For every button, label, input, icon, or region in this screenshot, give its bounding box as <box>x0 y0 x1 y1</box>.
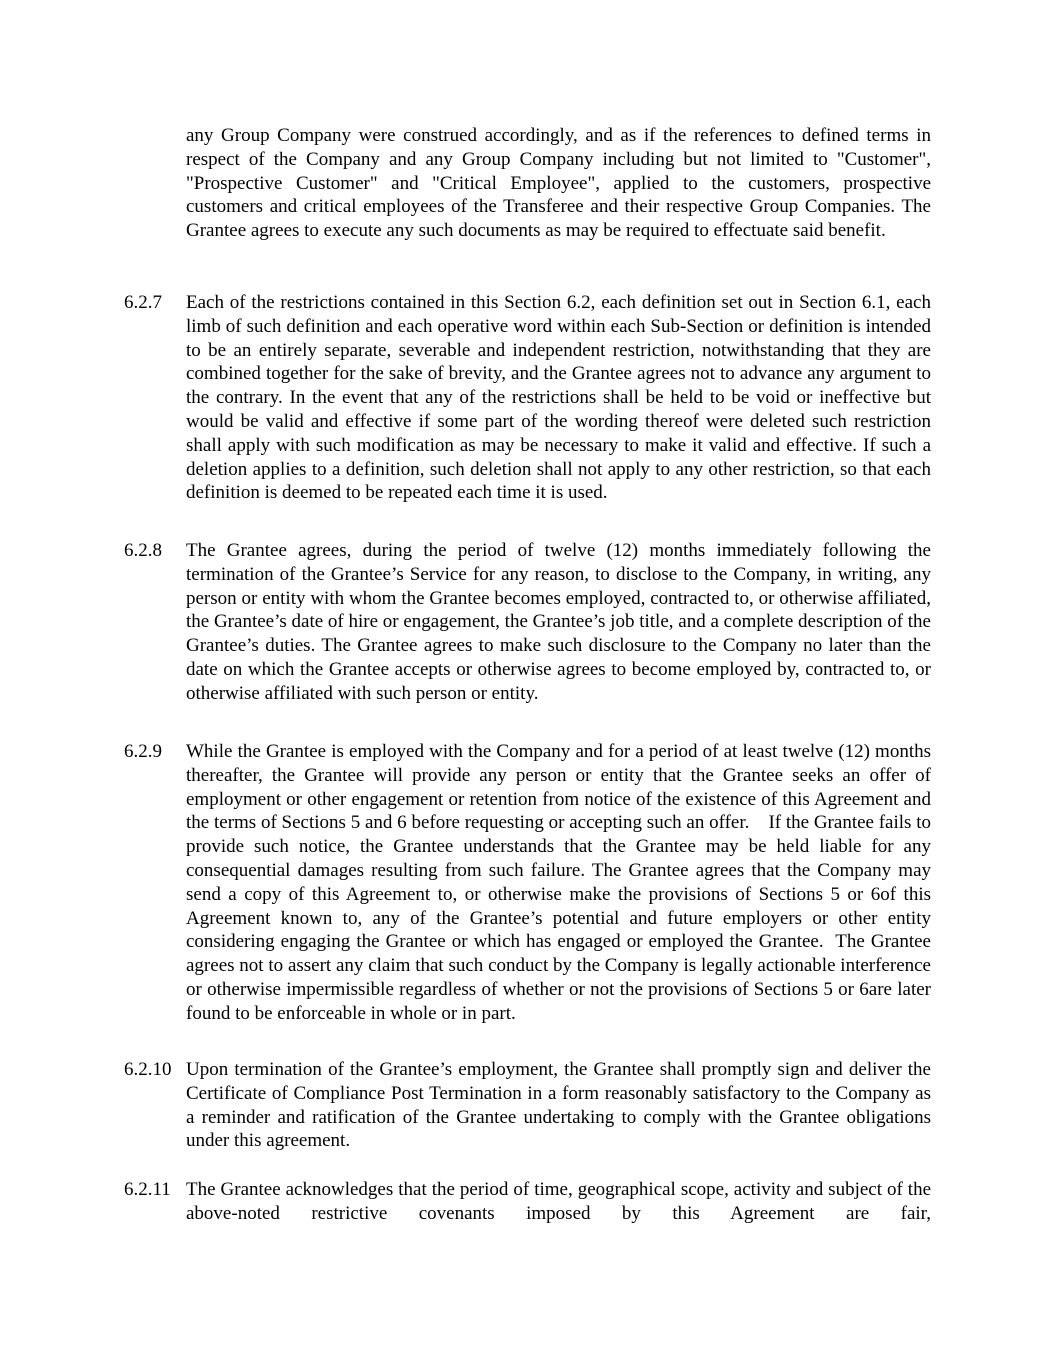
section-text-6-2-9: While the Grantee is employed with the Company and for a period of at least twelve (12) months thereafter, the Grantee will provide any person or entity that the Grantee seeks an offer of employment or other engagement or retention from notice of the existence of this Agreement and the terms of Sections 5 and 6 before requesting or accepting such an offer. If the Grantee fails to provide such notice, the Grantee understands that the Grantee may be held liable for any consequential damages resulting from such failure. The Grantee agrees that the Company may send a copy of this Agreement to, or otherwise make the provisions of Sections 5 or 6of this Agreement known to, any of the Grantee’s potential and future employers or other entity considering engaging the Grantee or which has engaged or employed the Grantee. The Grantee agrees not to assert any claim that such conduct by the Company is legally actionable interference or otherwise impermissible regardless of whether or not the provisions of Sections 5 or 6are later found to be enforceable in whole or in part. <box>186 741 936 1024</box>
section-number-6-2-10: 6.2.10 <box>124 1059 172 1080</box>
continuation-paragraph: any Group Company were construed accordingly, and as if the references to defined terms in respect of the Company and any Group Company including but not limited to "Customer", "Prospective Customer" and "Critical Employee", applied to the customers, prospective customers and critical employees of the Transferee and their respective Group Companies. The Grantee agrees to execute any such documents as may be required to effectuate said benefit. <box>186 125 936 242</box>
section-number-6-2-8: 6.2.8 <box>124 540 162 561</box>
section-text-6-2-7: Each of the restrictions contained in this Section 6.2, each definition set out in Section 6.1, each limb of such definition and each operative word within each Sub-Section or definition is intended to be an entirely separate, severable and independent restriction, notwithstanding that they are combined together for the sake of brevity, and the Grantee agrees not to advance any argument to the contrary. In the event that any of the restrictions shall be held to be void or ineffective but would be valid and effective if some part of the wording thereof were deleted such restriction shall apply with such modification as may be necessary to make it valid and effective. If such a deletion applies to a definition, such deletion shall not apply to any other restriction, so that each definition is deemed to be repeated each time it is used. <box>186 292 931 504</box>
section-number-6-2-7: 6.2.7 <box>124 292 162 313</box>
section-number-6-2-11: 6.2.11 <box>124 1179 171 1200</box>
section-number-6-2-9: 6.2.9 <box>124 741 162 762</box>
section-text-6-2-11: The Grantee acknowledges that the period of time, geographical scope, activity and subject of the above-noted restrictive covenants imposed by this Agreement are fair, <box>186 1179 931 1224</box>
section-text-6-2-10: Upon termination of the Grantee’s employment, the Grantee shall promptly sign and deliver the Certificate of Compliance Post Termination in a form reasonably satisfactory to the Company as a reminder and ratification of the Grantee undertaking to comply with the Grantee obligations under this agreement. <box>186 1059 931 1152</box>
section-text-6-2-8: The Grantee agrees, during the period of twelve (12) months immediately following the termination of the Grantee’s Service for any reason, to disclose to the Company, in writing, any person or entity with whom the Grantee becomes employed, contracted to, or otherwise affiliated, the Grantee’s date of hire or engagement, the Grantee’s job title, and a complete description of the Grantee’s duties. The Grantee agrees to make such disclosure to the Company no later than the date on which the Grantee accepts or otherwise agrees to become employed by, contracted to, or otherwise affiliated with such person or entity. <box>186 540 931 704</box>
